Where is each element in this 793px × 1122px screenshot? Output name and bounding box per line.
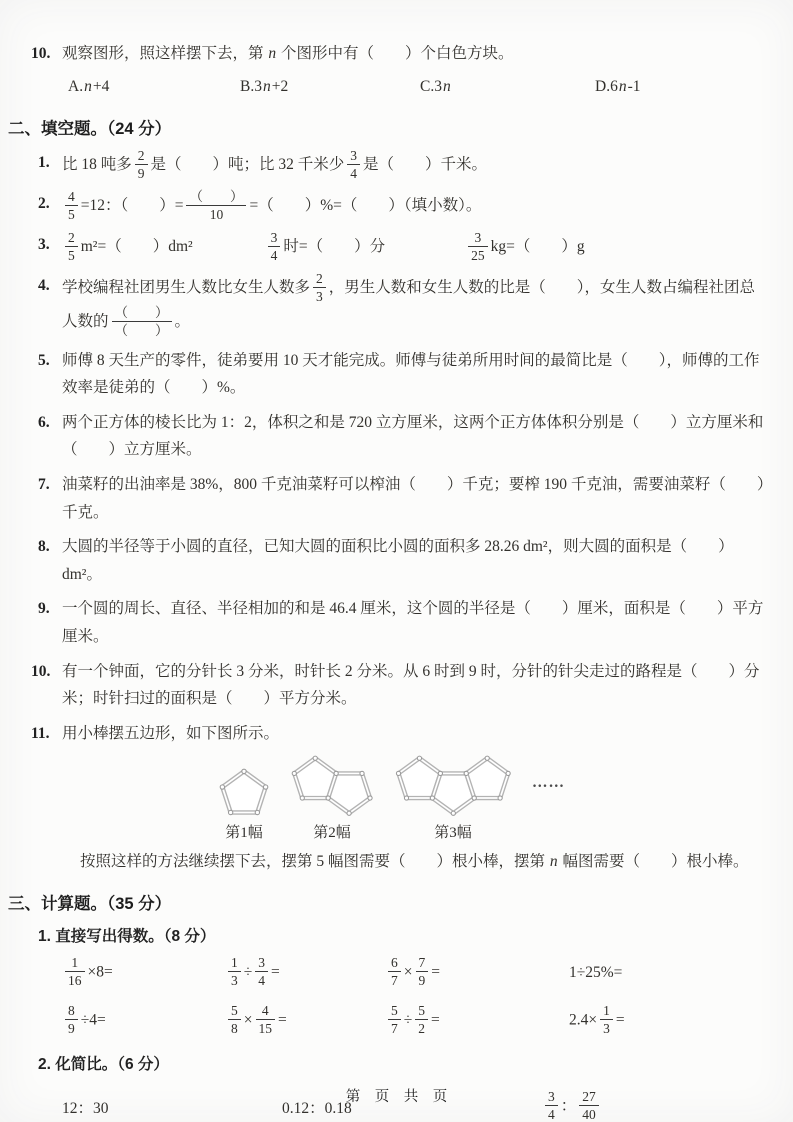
fraction: $\frac{3}{4}$ xyxy=(268,230,281,264)
calc-expression: $\frac{5}{7}$ ÷ $\frac{5}{2}$ = xyxy=(385,1004,569,1038)
choice-options xyxy=(62,73,765,101)
fraction: $\frac{4}{5}$ xyxy=(65,189,78,223)
fill-question xyxy=(38,409,765,464)
fraction: $\frac{27}{40}$ xyxy=(579,1089,599,1122)
variable: n xyxy=(84,77,92,95)
fraction: $\frac{4}{15}$ xyxy=(256,1003,276,1037)
question-10-choice xyxy=(31,40,765,101)
calc-row xyxy=(62,1004,765,1038)
fill-question xyxy=(31,658,765,713)
variable: n xyxy=(618,77,627,95)
fraction: $\frac{2}{9}$ xyxy=(135,148,148,182)
question-text: 大圆的半径等于小圆的直径，已知大圆的面积比小圆的面积多 28.26 dm²，则大圆的面积是（ ）dm²。 xyxy=(62,538,734,583)
pentagon xyxy=(220,769,268,814)
ratio-expression: 12：30 xyxy=(62,1099,109,1117)
fraction: $\frac{3}{4}$ xyxy=(255,955,268,989)
question-number: 10. xyxy=(31,45,51,62)
pentagon-figure-3-svg xyxy=(394,754,512,819)
variable: n xyxy=(262,77,271,95)
calc-expression: $\frac{1}{3}$ ÷ $\frac{3}{4}$ = xyxy=(225,956,385,990)
variable: n xyxy=(442,77,451,95)
fraction: $\frac{1}{3}$ xyxy=(600,1003,613,1037)
pentagon-figures xyxy=(218,754,765,842)
calc-subhead-1: 1. 直接写出得数。（8 分） xyxy=(38,927,216,945)
ratio-expression: 0.12：0.18 xyxy=(282,1099,352,1117)
fraction: $\frac{( )}{( )}$ xyxy=(112,305,172,339)
figure-label: 第3幅 xyxy=(434,825,472,842)
ellipsis-dots: …… xyxy=(532,774,565,792)
fraction: $\frac{1}{16}$ xyxy=(65,955,85,989)
pentagon-figure-1-svg xyxy=(218,767,270,819)
question-text: $\frac{4}{5}$ =12：（ ）= $\frac{( )}{10}$ =（ ）%=（ ）（填小数）。 xyxy=(62,197,481,214)
fraction: $\frac{( )}{10}$ xyxy=(186,189,246,223)
fraction: $\frac{3}{4}$ xyxy=(347,148,360,182)
question-text: 比 18 吨多 $\frac{2}{9}$ 是（ ）吨；比 32 千米少 $\frac{3}{4}$ 是（ ）千米。 xyxy=(62,147,488,182)
ratio-expression: $\frac{3}{4}$ ： $\frac{27}{40}$ xyxy=(542,1090,765,1122)
calc-expression: $\frac{8}{9}$ ÷4= xyxy=(62,1004,225,1038)
question-number: 4. xyxy=(38,276,50,294)
fraction: $\frac{2}{5}$ xyxy=(65,230,78,264)
question-text: 用小棒摆五边形，如下图所示。 xyxy=(62,724,280,742)
fill-question xyxy=(38,533,765,588)
fraction: $\frac{3}{25}$ xyxy=(468,230,488,264)
fraction: $\frac{6}{7}$ xyxy=(388,955,401,989)
question-text: $\frac{2}{5}$ m²=（ ）dm² $\frac{3}{4}$ 时=（ ）分 $\frac{3}{25}$ kg=（ ）g xyxy=(62,238,585,255)
calc-expression: 2.4× $\frac{1}{3}$ = xyxy=(569,1002,625,1037)
fill-question xyxy=(38,347,765,402)
fill-questions xyxy=(8,149,765,748)
pentagon xyxy=(464,756,510,800)
question-text: 两个正方体的棱长比为 1：2，体积之和是 720 立方厘米，这两个正方体体积分别是（ ）立方厘米和（ ）立方厘米。 xyxy=(62,413,764,459)
question-number: 1. xyxy=(38,153,50,171)
pentagon-figure-1 xyxy=(218,767,270,842)
question-text: 一个圆的周长、直径、半径相加的和是 46.4 厘米，这个圆的半径是（ ）厘米，面积是（ ）平方厘米。 xyxy=(62,600,764,645)
option-a: A.n+4 xyxy=(68,77,110,95)
fraction: $\frac{8}{9}$ xyxy=(65,1003,78,1037)
figure-label: 第2幅 xyxy=(313,825,351,842)
variable: n xyxy=(268,45,277,62)
calc-grid xyxy=(62,956,765,1038)
fill-question xyxy=(38,149,765,183)
fill-question xyxy=(31,720,765,748)
question-number: 7. xyxy=(38,476,50,494)
calc-expression: $\frac{5}{8}$ × $\frac{4}{15}$ = xyxy=(225,1004,385,1038)
calc-expression: $\frac{6}{7}$ × $\frac{7}{9}$ = xyxy=(385,956,569,990)
fraction: $\frac{5}{8}$ xyxy=(228,1003,241,1037)
pentagon-figure-2-svg xyxy=(290,754,374,819)
option-b: B.3n+2 xyxy=(240,77,289,95)
fill-question xyxy=(38,231,765,265)
question-text: 有一个钟面，它的分针长 3 分米，时针长 2 分米。从 6 时到 9 时，分针的针尖走过的路程是（ ）分米；时针扫过的面积是（ ）平方分米。 xyxy=(62,662,760,708)
fraction: $\frac{1}{3}$ xyxy=(228,955,241,989)
fill-question xyxy=(38,190,765,224)
variable: n xyxy=(549,853,558,871)
after-figures-text: 按照这样的方法继续摆下去，摆第 5 幅图需要（ ）根小棒，摆第 n 幅图需要（ ）根小棒。 xyxy=(80,853,749,871)
question-text: 观察图形，照这样摆下去，第 n 个图形中有（ ）个白色方块。 xyxy=(62,45,514,62)
question-number: 9. xyxy=(38,600,50,618)
option-d: D.6n-1 xyxy=(595,77,641,95)
option-c: C.3n xyxy=(420,77,451,95)
section-title-calc: 三、计算题。（35 分） xyxy=(8,894,172,913)
pentagon-figure-2 xyxy=(290,754,374,842)
fill-question xyxy=(38,595,765,650)
figure-label: 第1幅 xyxy=(225,825,263,842)
calc-row xyxy=(62,956,765,990)
calc-expression: 1÷25%= xyxy=(569,963,623,981)
fill-question xyxy=(38,272,765,340)
section-title-fill: 二、填空题。（24 分） xyxy=(8,119,172,138)
question-number: 2. xyxy=(38,194,50,212)
fill-question xyxy=(38,471,765,526)
calc-subhead-2: 2. 化简比。（6 分） xyxy=(38,1055,169,1073)
question-number: 6. xyxy=(38,413,50,431)
question-text: 学校编程社团男生人数比女生人数多 $\frac{2}{3}$ ，男生人数和女生人数的比是（ ），女生人数占编程社团总人数的 $\frac{( )}{( )}$ 。 xyxy=(62,270,756,339)
page-footer: 第 页 共 页 xyxy=(345,1089,448,1105)
question-number: 10. xyxy=(31,662,51,680)
question-number: 3. xyxy=(38,235,50,253)
fraction: $\frac{2}{3}$ xyxy=(313,271,326,305)
pentagon xyxy=(326,772,372,816)
question-number: 11. xyxy=(31,724,50,742)
fraction: $\frac{7}{9}$ xyxy=(416,955,429,989)
pentagon-figure-3 xyxy=(394,754,512,842)
question-text: 油菜籽的出油率是 38%，800 千克油菜籽可以榨油（ ）千克；要榨 190 千克油，需要油菜籽（ ）千克。 xyxy=(62,476,765,521)
question-number: 8. xyxy=(38,538,50,556)
fraction: $\frac{3}{4}$ xyxy=(545,1089,558,1122)
fraction: $\frac{5}{7}$ xyxy=(388,1003,401,1037)
calc-expression: $\frac{1}{16}$ ×8= xyxy=(62,956,225,990)
question-number: 5. xyxy=(38,351,50,369)
question-text: 师傅 8 天生产的零件，徒弟要用 10 天才能完成。师傅与徒弟所用时间的最简比是（ ），师傅的工作效率是徒弟的（ ）%。 xyxy=(62,351,760,397)
fraction: $\frac{5}{2}$ xyxy=(415,1003,428,1037)
